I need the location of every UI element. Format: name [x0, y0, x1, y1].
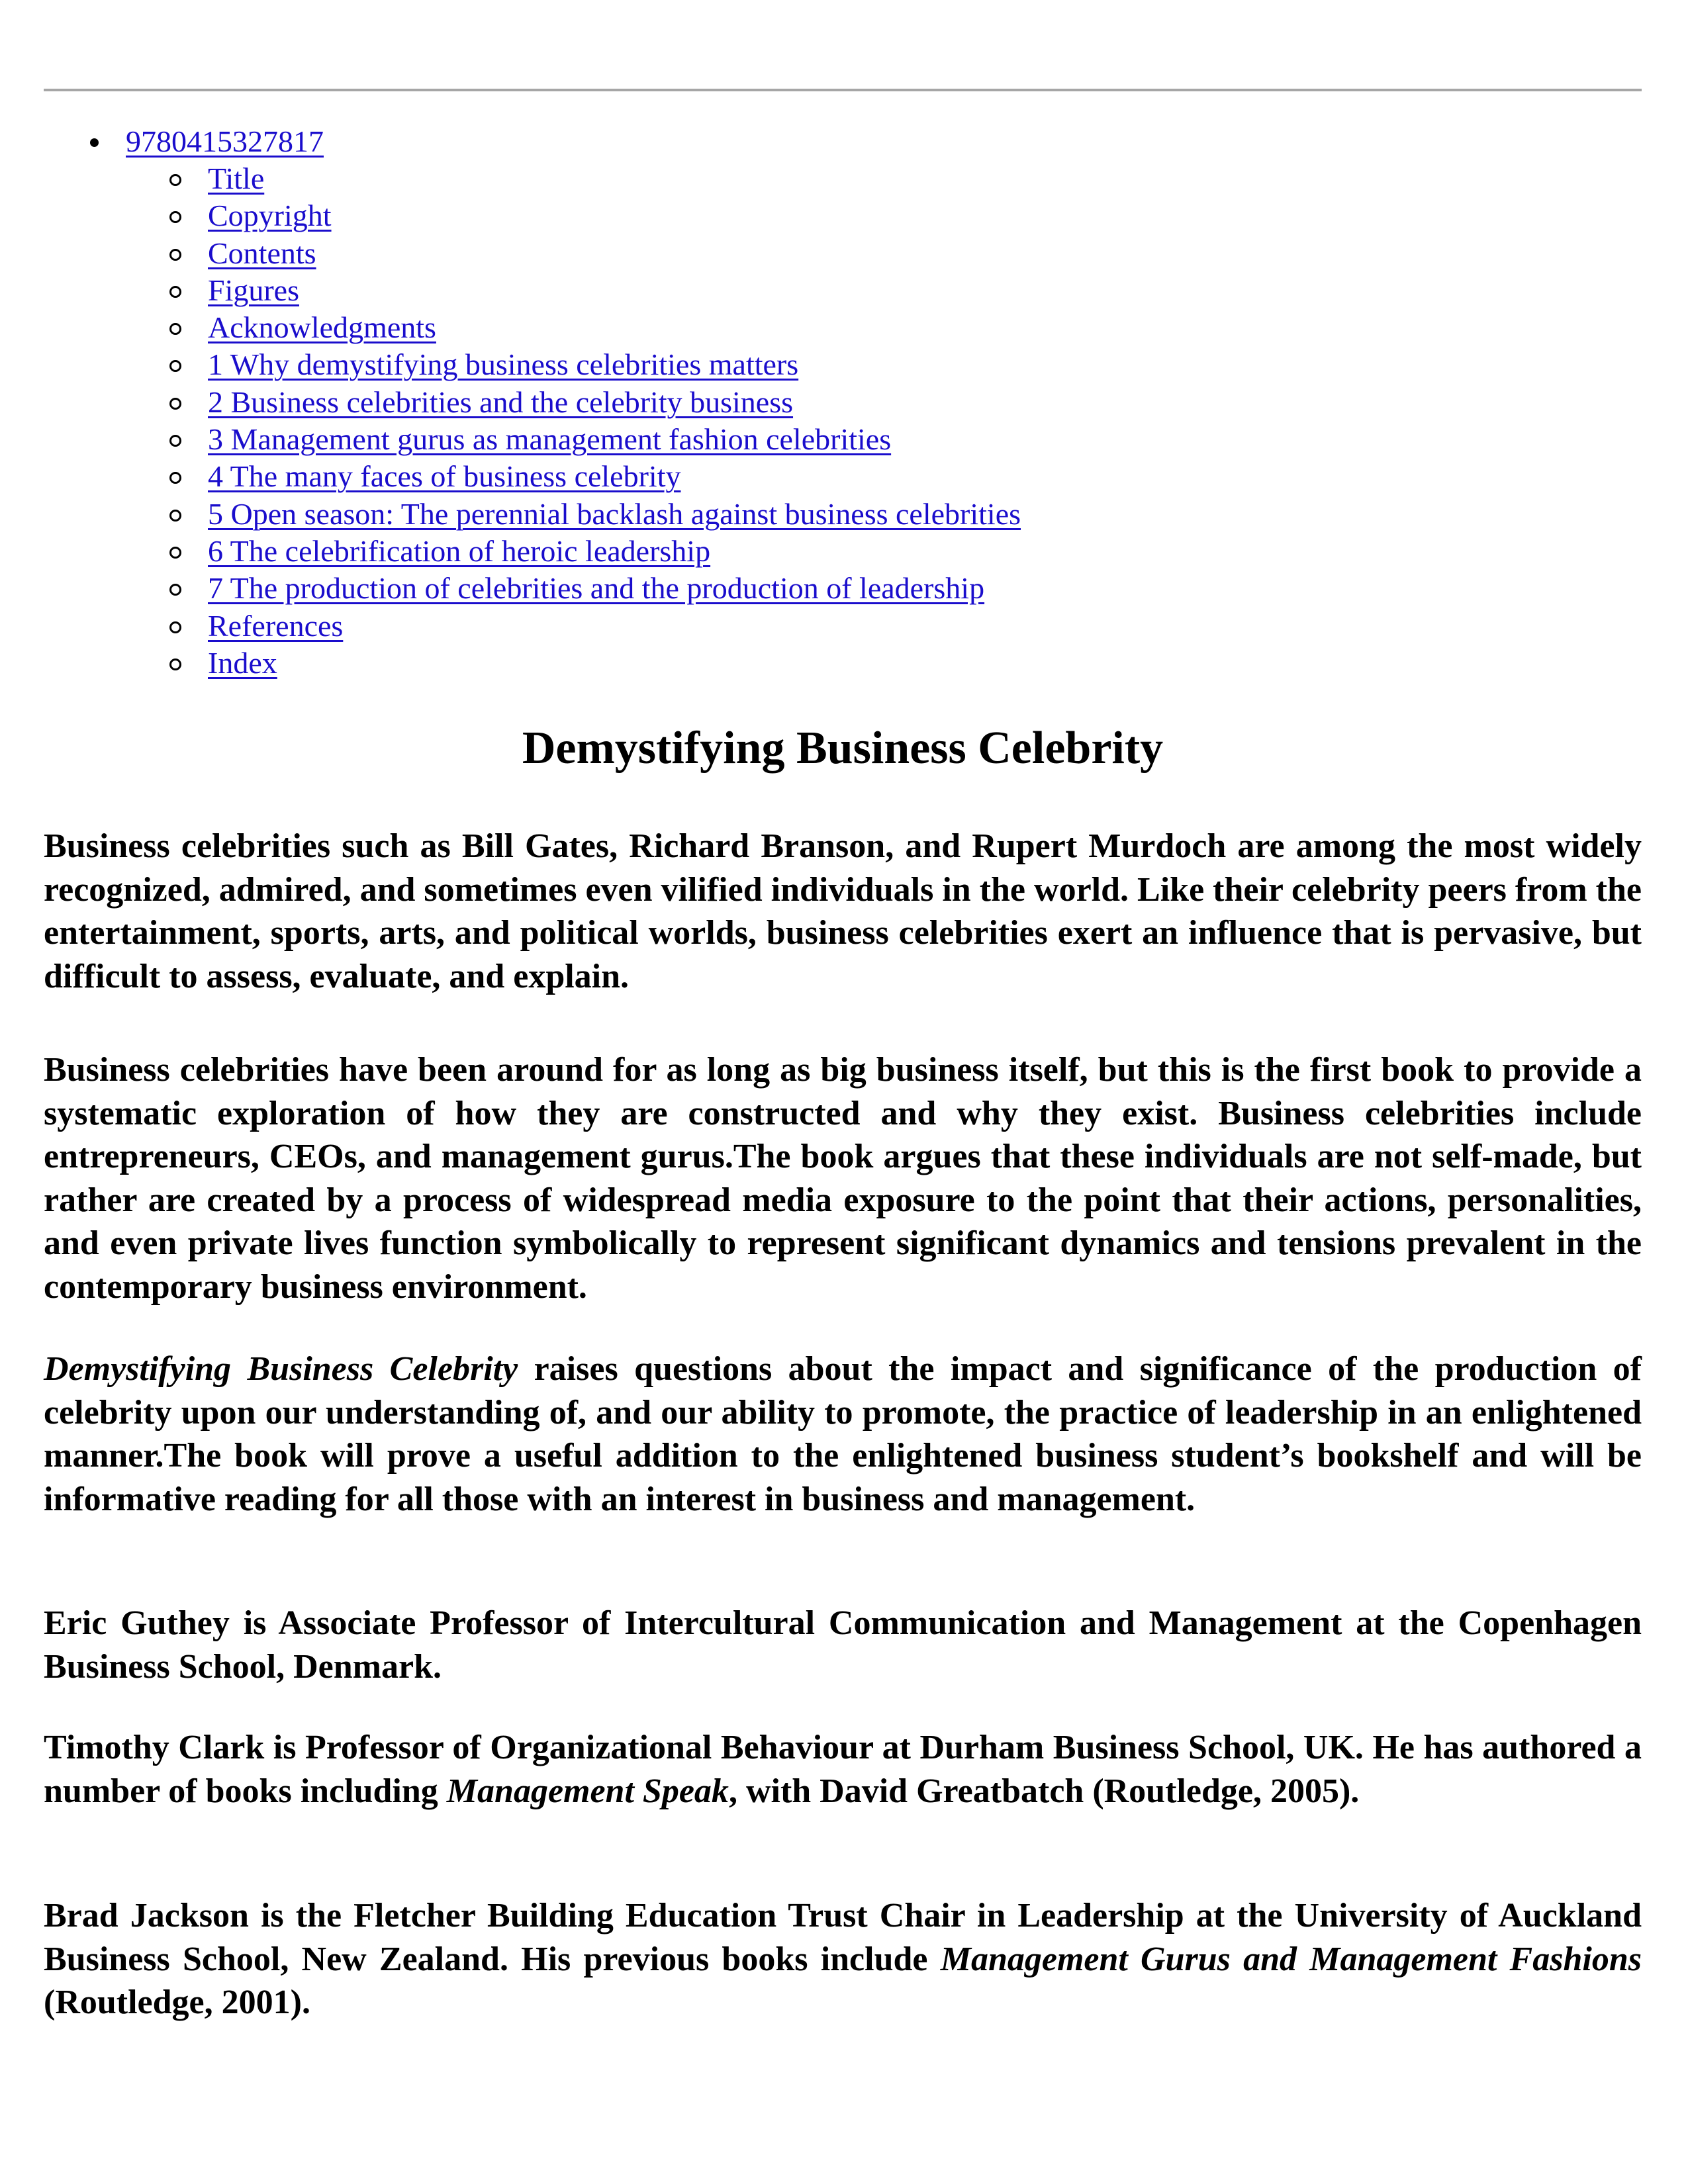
author-bio-clark [44, 1726, 1642, 1813]
toc-link-chapter-1[interactable]: 1 Why demystifying business celebrities matters [208, 347, 799, 382]
description-paragraph-2: Business celebrities have been around for as long as big business itself, but this is the first book to provide a systematic exploration of how they are constructed and why they exist. Business celebrities include entrepreneurs, CEOs, and management gurus.The book argues that these individuals are not self-made, but rather are created by a process of widespread media exposure to the point that their actions, personalities, and even private lives function symbolically to represent significant dynamics and tensions prevalent in the contemporary business environment. [44, 1051, 1642, 1306]
bio-clark-text-a: Timothy Clark is Professor of Organizational Behaviour at Durham Business School, UK. He has authored a number of books including [44, 1729, 1642, 1810]
toc-link-acknowledgments[interactable]: Acknowledgments [208, 310, 436, 345]
book-title: Demystifying Business Celebrity [522, 723, 1164, 774]
toc-item [126, 496, 1642, 533]
toc-link-chapter-5[interactable]: 5 Open season: The perennial backlash against business celebrities [208, 496, 1021, 531]
top-divider [44, 89, 1642, 91]
toc-item [126, 309, 1642, 346]
toc-item [126, 645, 1642, 682]
toc-link-figures[interactable]: Figures [208, 273, 299, 307]
bio-jackson-text-a: Brad Jackson is the Fletcher Building Education Trust Chair in Leadership at the University of Auckland Business School, New Zealand. His previous books include [44, 1897, 1642, 1978]
toc-link-contents[interactable]: Contents [208, 236, 316, 270]
toc-link-index[interactable]: Index [208, 645, 277, 680]
author-bio-jackson [44, 1894, 1642, 2025]
toc-item [126, 160, 1642, 197]
author-bio-guthey: Eric Guthey is Associate Professor of Intercultural Communication and Management at the Copenhagen Business School, Denmark. [44, 1604, 1642, 1686]
description-paragraph-1: Business celebrities such as Bill Gates, Richard Branson, and Rupert Murdoch are among the most widely recognized, admired, and sometimes even vilified individuals in the world. Like their celebrity peers from the entertainment, sports, arts, and political worlds, business celebrities exert an influence that is pervasive, but difficult to assess, evaluate, and explain. [44, 827, 1642, 995]
bio-jackson-book-title: Management Gurus and Management Fashions [940, 1940, 1642, 1978]
toc-item [126, 197, 1642, 234]
toc-link-chapter-6[interactable]: 6 The celebrification of heroic leadership [208, 533, 711, 568]
toc-item [126, 458, 1642, 495]
bio-jackson-text-b: (Routledge, 2001). [44, 1983, 310, 2021]
toc-link-chapter-2[interactable]: 2 Business celebrities and the celebrity business [208, 385, 794, 419]
toc-item [126, 346, 1642, 383]
toc-item [126, 235, 1642, 272]
toc-item [126, 608, 1642, 645]
toc-item [126, 272, 1642, 309]
description-paragraph-3 [44, 1347, 1642, 1521]
bio-clark-text-b: , with David Greatbatch (Routledge, 2005). [728, 1772, 1360, 1810]
toc-link-chapter-4[interactable]: 4 The many faces of business celebrity [208, 459, 681, 494]
toc-link-chapter-3[interactable]: 3 Management gurus as management fashion celebrities [208, 422, 892, 457]
book-title-italic: Demystifying Business Celebrity [44, 1350, 518, 1388]
toc-link-chapter-7[interactable]: 7 The production of celebrities and the production of leadership [208, 571, 985, 606]
toc-item [126, 384, 1642, 421]
toc-root-list [44, 123, 1642, 682]
bio-clark-book-title: Management Speak [446, 1772, 729, 1810]
paragraph-3-text: raises questions about the impact and significance of the production of celebrity upon our understanding of, and our ability to promote, the practice of leadership in an enlightened manner.The book will prove a useful addition to the enlightened business student’s bookshelf and will be informative reading for all those with an interest in business and management. [44, 1350, 1642, 1518]
toc-root-item [44, 123, 1642, 682]
toc-link-references[interactable]: References [208, 608, 344, 643]
toc-link-copyright[interactable]: Copyright [208, 199, 332, 233]
toc-item [126, 533, 1642, 570]
toc-sub-list [126, 160, 1642, 682]
toc-item [126, 421, 1642, 458]
toc-link-isbn[interactable]: 9780415327817 [126, 124, 324, 158]
toc-item [126, 570, 1642, 607]
table-of-contents [44, 123, 1642, 682]
toc-link-title[interactable]: Title [208, 161, 265, 195]
